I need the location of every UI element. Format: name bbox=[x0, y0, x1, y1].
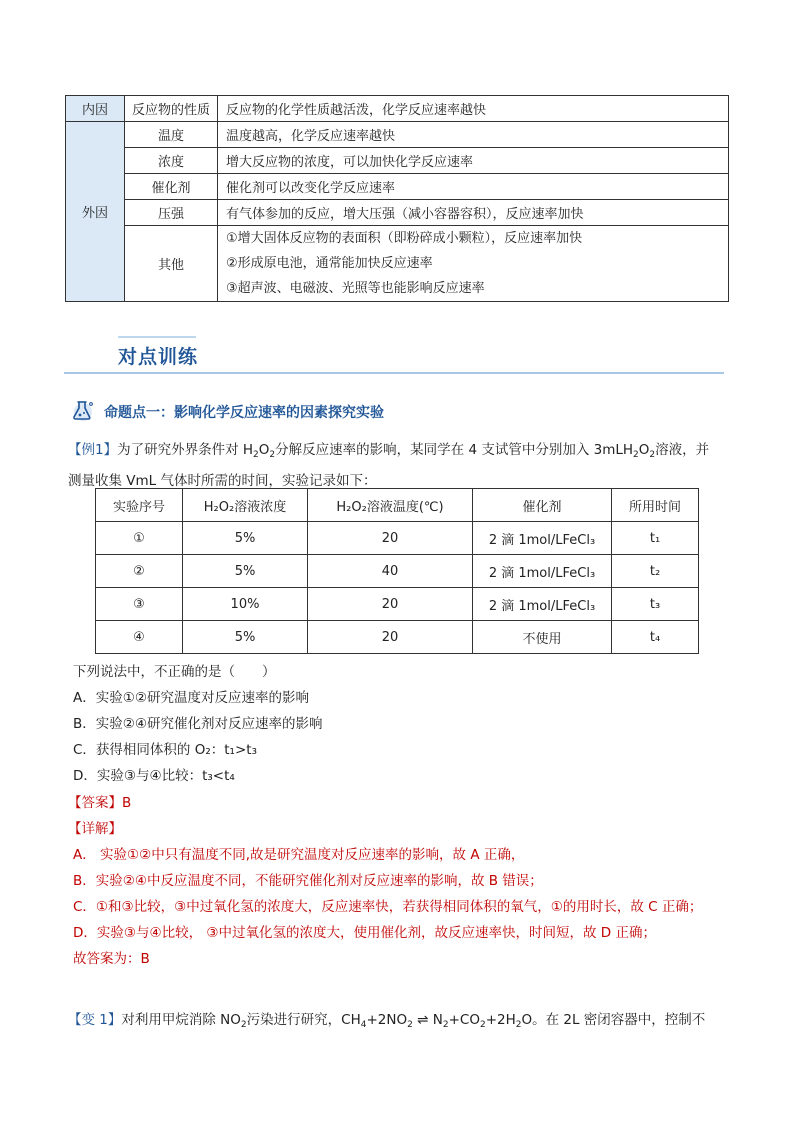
desc-catalyst: 催化剂可以改变化学反应速率 bbox=[218, 174, 729, 200]
answer-tag: 【答案】 bbox=[68, 795, 122, 811]
other-line: ③超声波、电磁波、光照等也能影响反应速率 bbox=[226, 281, 485, 296]
option-d: D．实验③与④比较：t₃<t₄ bbox=[73, 768, 235, 784]
flask-icon bbox=[70, 398, 96, 426]
factor-catalyst: 催化剂 bbox=[125, 174, 218, 200]
answer-line bbox=[68, 793, 131, 813]
table-row: ② 5% 40 2 滴 1mol/LFeCl₃ t₂ bbox=[96, 555, 699, 588]
proposition-header bbox=[70, 398, 384, 426]
detail-line: D．实验③与④比较， ③中过氧化氢的浓度大，使用催化剂，故反应速率快，时间短，故 D 正确； bbox=[73, 925, 656, 941]
inner-cause-label: 内因 bbox=[66, 96, 125, 122]
table-row: ④ 5% 20 不使用 t₄ bbox=[96, 621, 699, 654]
experiment-table bbox=[95, 488, 699, 654]
header-cell: 实验序号 bbox=[96, 489, 183, 522]
outer-cause-label: 外因 bbox=[66, 122, 125, 302]
example-tag: 【例1】 bbox=[68, 442, 118, 458]
other-line: ①增大固体反应物的表面积（即粉碎成小颗粒），反应速率加快 bbox=[226, 231, 583, 246]
table-row: ① 5% 20 2 滴 1mol/LFeCl₃ t₁ bbox=[96, 522, 699, 555]
option-b: B．实验②④研究催化剂对反应速率的影响 bbox=[73, 716, 323, 732]
detail-tag: 【详解】 bbox=[68, 821, 122, 837]
detail-line: C．①和③比较，③中过氧化氢的浓度大，反应速率快，若获得相同体积的氧气，①的用时长，故 C 正确； bbox=[73, 899, 703, 915]
other-line: ②形成原电池，通常能加快反应速率 bbox=[226, 256, 433, 271]
factor-temperature: 温度 bbox=[125, 122, 218, 148]
detail-line: A． 实验①②中只有温度不同,故是研究温度对反应速率的影响，故 A 正确， bbox=[73, 847, 525, 863]
variant-tag: 【变 1】 bbox=[68, 1012, 122, 1028]
desc-pressure: 有气体参加的反应，增大压强（减小容器容积），反应速率加快 bbox=[218, 200, 729, 226]
table-row: ③ 10% 20 2 滴 1mol/LFeCl₃ t₃ bbox=[96, 588, 699, 621]
answer-value: B bbox=[122, 795, 132, 811]
header-cell: 催化剂 bbox=[473, 489, 612, 522]
question-text: 下列说法中，不正确的是（ ） bbox=[73, 664, 276, 680]
inner-factor: 反应物的性质 bbox=[125, 96, 218, 122]
header-cell: 所用时间 bbox=[612, 489, 699, 522]
desc-other bbox=[218, 226, 729, 302]
section-accent-bar bbox=[118, 336, 196, 338]
option-c: C．获得相同体积的 O₂：t₁>t₃ bbox=[73, 742, 257, 758]
desc-temperature: 温度越高，化学反应速率越快 bbox=[218, 122, 729, 148]
factor-other: 其他 bbox=[125, 226, 218, 302]
factor-pressure: 压强 bbox=[125, 200, 218, 226]
section-title: 对点训练 bbox=[118, 346, 199, 368]
header-cell: H₂O₂溶液浓度 bbox=[183, 489, 308, 522]
variant-paragraph: 【变 1】对利用甲烷消除 $NO_2$污染进行研究，$CH_4+2NO_2$ ⇌ $N_2+CO_2+2H_2O$。在 2L 密闭容器中，控制不 bbox=[68, 1012, 706, 1030]
example-paragraph: 【例1】为了研究外界条件对 $H_2O_2$分解反应速率的影响，某同学在 4 支试管中分别加入 $3mLH_2O_2$溶液，并 测量收集 VmL 气体时所需的时间，实验记录如下： bbox=[68, 442, 710, 489]
option-a: A．实验①②研究温度对反应速率的影响 bbox=[73, 690, 309, 706]
header-cell: H₂O₂溶液温度(℃) bbox=[308, 489, 473, 522]
section-divider bbox=[64, 372, 724, 374]
factor-concentration: 浓度 bbox=[125, 148, 218, 174]
detail-line: B．实验②④中反应温度不同，不能研究催化剂对反应速率的影响，故 B 错误； bbox=[73, 873, 543, 889]
proposition-title: 命题点一：影响化学反应速率的因素探究实验 bbox=[104, 405, 384, 421]
inner-desc: 反应物的化学性质越活泼，化学反应速率越快 bbox=[218, 96, 729, 122]
conclusion-line: 故答案为：B bbox=[73, 951, 150, 967]
desc-concentration: 增大反应物的浓度，可以加快化学反应速率 bbox=[218, 148, 729, 174]
factor-table bbox=[65, 95, 729, 302]
